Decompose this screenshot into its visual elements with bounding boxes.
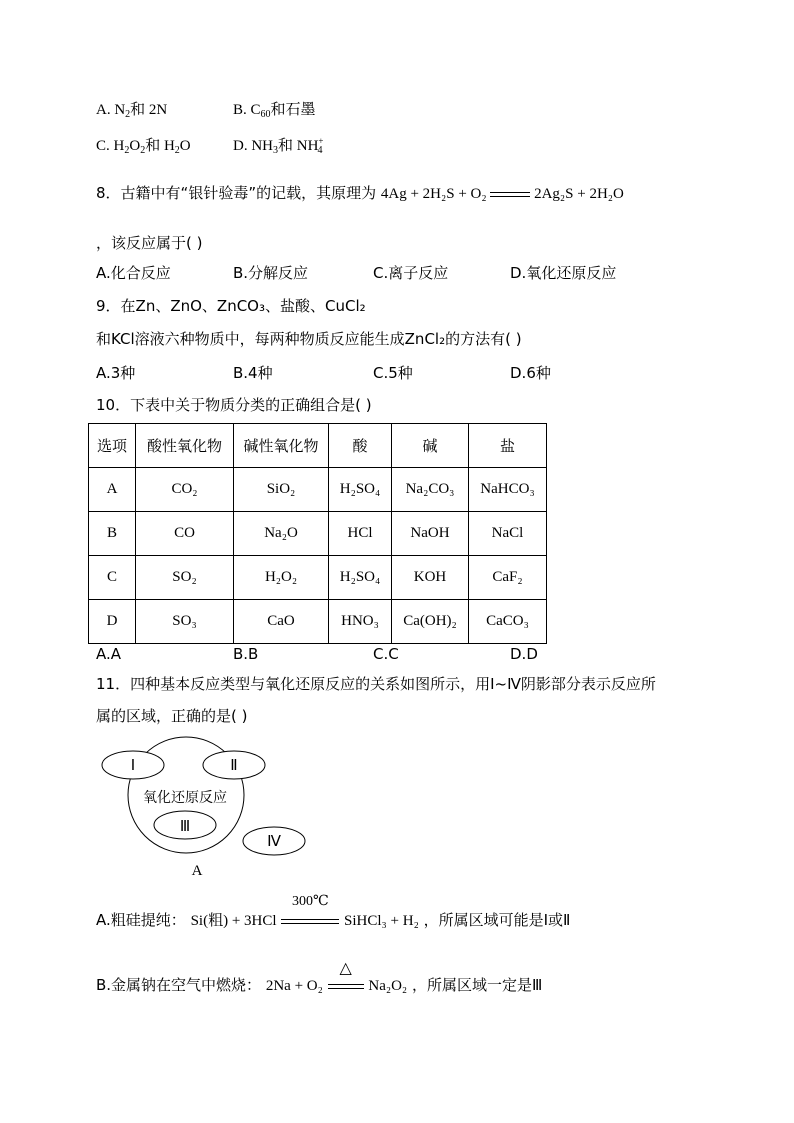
q10-option-c: C.C: [373, 645, 399, 663]
q10-option-d: D.D: [510, 645, 538, 663]
q9-option-c: C.5种: [373, 364, 413, 382]
table-cell: Ca(OH)₂: [392, 600, 469, 644]
q10-stem: 10．下表中关于物质分类的正确组合是( ): [96, 396, 372, 414]
q8-option-a: A.化合反应: [96, 264, 171, 282]
q9-line2: 和KCl溶液六种物质中，每两种物质反应能生成ZnCl₂的方法有( ): [96, 330, 522, 348]
q7-option-d: D. $NH_3$和 $NH^+_4$: [233, 136, 324, 156]
redox-label: 氧化还原反应: [143, 790, 227, 806]
q9-line1: 9．在Zn、ZnO、ZnCO₃、盐酸、CuCl₂: [96, 297, 366, 315]
table-cell: C: [89, 556, 136, 600]
table-cell: NaCl: [469, 512, 547, 556]
q8-option-b: B.分解反应: [233, 264, 309, 282]
table-header-row: [89, 424, 547, 468]
table-cell: SO₂: [136, 556, 234, 600]
q9-option-b: B.4种: [233, 364, 273, 382]
table-cell: Na₂O: [234, 512, 329, 556]
region-4-label: Ⅳ: [267, 834, 281, 850]
table-header-cell: 选项: [89, 424, 136, 468]
q9-option-a: A.3种: [96, 364, 136, 382]
q8-stem2: ，该反应属于( ): [96, 234, 203, 252]
equals-sign-icon: [490, 191, 530, 199]
table-cell: CaCO₃: [469, 600, 547, 644]
region-3-label: Ⅲ: [179, 819, 191, 835]
table-row: [89, 600, 547, 644]
table-header-cell: 碱性氧化物: [234, 424, 329, 468]
table-cell: CO₂: [136, 468, 234, 512]
equals-sign-icon: [328, 983, 364, 991]
table-cell: KOH: [392, 556, 469, 600]
table-cell: CO: [136, 512, 234, 556]
table-row: [89, 468, 547, 512]
q8-option-d: D.氧化还原反应: [510, 264, 617, 282]
table-header-cell: 碱: [392, 424, 469, 468]
q7-option-a: A. $N_2$和 2N: [96, 102, 168, 120]
q11-option-a: A.粗硅提纯： Si(粗) + 3HCl 300℃ SiHCl₃ + H₂ ，所属区域可能是Ⅰ或Ⅱ: [96, 894, 571, 929]
heat-triangle-icon: △: [339, 960, 352, 977]
q11-option-b-equation: 2Na + O₂ △ Na₂O₂: [265, 960, 408, 994]
q9-option-d: D.6种: [510, 364, 551, 382]
table-cell: NaOH: [392, 512, 469, 556]
table-cell: A: [89, 468, 136, 512]
q10-option-b: B.B: [233, 645, 259, 663]
q7-option-c: C. $H_2O_2$和 $H_2O$: [96, 138, 191, 156]
region-2-label: Ⅱ: [230, 758, 238, 774]
q8-stem: 8．古籍中有“银针验毒”的记载，其原理为 4Ag + 2H₂S + O₂ 2Ag₂S + 2H₂O: [96, 184, 624, 202]
q11-line2: 属的区域，正确的是( ): [96, 707, 248, 725]
table-cell: HNO₃: [329, 600, 392, 644]
table-cell: CaO: [234, 600, 329, 644]
reaction-condition: 300℃: [291, 894, 329, 909]
table-cell: CaF₂: [469, 556, 547, 600]
venn-diagram: [96, 735, 316, 880]
table-cell: NaHCO₃: [469, 468, 547, 512]
table-row: [89, 556, 547, 600]
table-cell: D: [89, 600, 136, 644]
table-cell: Na₂CO₃: [392, 468, 469, 512]
table-cell: B: [89, 512, 136, 556]
table-cell: SO₃: [136, 600, 234, 644]
table-cell: H₂SO₄: [329, 556, 392, 600]
table-cell: SiO₂: [234, 468, 329, 512]
q11-option-b: B.金属钠在空气中燃烧： 2Na + O₂ △ Na₂O₂ ，所属区域一定是Ⅲ: [96, 960, 543, 994]
q11-option-a-equation: Si(粗) + 3HCl 300℃ SiHCl₃ + H₂: [190, 894, 419, 929]
table-cell: H₂SO₄: [329, 468, 392, 512]
table-row: [89, 512, 547, 556]
table-header-cell: 酸: [329, 424, 392, 468]
table-header-cell: 酸性氧化物: [136, 424, 234, 468]
q8-equation: 4Ag + 2H₂S + O₂ 2Ag₂S + 2H₂O: [380, 186, 624, 202]
table-header-cell: 盐: [469, 424, 547, 468]
diagram-caption: A: [191, 863, 203, 879]
q10-option-a: A.A: [96, 645, 122, 663]
q8-option-c: C.离子反应: [373, 264, 449, 282]
region-1-label: Ⅰ: [130, 758, 136, 774]
equals-sign-icon: [281, 918, 339, 926]
q7-option-b: B. $C_{60}$和石墨: [233, 102, 316, 120]
classification-table: [88, 423, 547, 644]
table-cell: HCl: [329, 512, 392, 556]
table-cell: H₂O₂: [234, 556, 329, 600]
q11-line1: 11．四种基本反应类型与氧化还原反应的关系如图所示，用Ⅰ~Ⅳ阴影部分表示反应所: [96, 675, 656, 693]
